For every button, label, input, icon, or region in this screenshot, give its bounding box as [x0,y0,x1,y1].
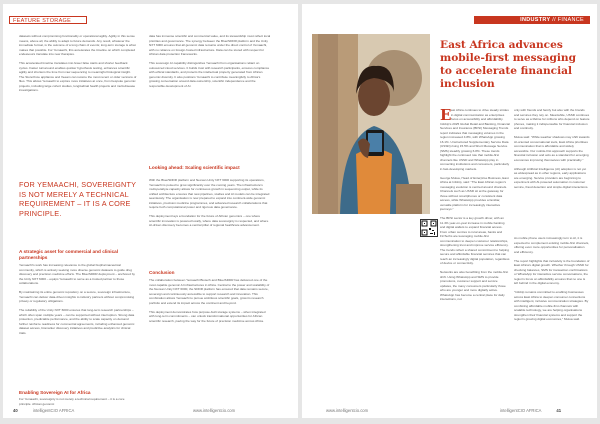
qr-code[interactable] [420,219,438,237]
section-label: FEATURE STORAGE [9,16,87,24]
subheading-strategic-asset: A strategic asset for commercial and clinical partnerships [19,249,119,260]
footer-left [13,408,74,414]
drop-cap: E [440,106,452,124]
article-title: East Africa advances mobile-first messaging to accelerate financial inclusion [440,39,576,90]
drop-cap-space [440,108,451,118]
photo-woman-with-phone [312,34,430,214]
right-page [302,4,597,418]
page-number: 40 [13,408,18,413]
footer-brand: intelligentCIO AFRICA [500,408,542,413]
left-page [3,4,298,418]
qr-code-icon [421,220,437,236]
footer-url: www.intelligentcio.com [326,408,369,413]
subheading-sovereign-ai: Enabling Sovereign AI for Africa [19,390,91,395]
article-text-col2-top: data has immense scientific and commercial value, and its stewardship must reflect local priorities and governance. The synergy between the Blue/SDDR platform and the Unity NXT 6000 ensures that all genomic data remains under the direct control of Yemaachi, with no reliance on foreign-hosted infrastructure. Data can be stored with respect for African data protection frameworks. This sovereign AI capability distinguishes Yemaachi from organisations reliant on outsourced cloud services. It builds trust with research participants, ensures compliance with ethical standards, and protects the intellectual property generated from African genomic diversity. It also positions Yemaachi to contribute meaningfully to Africa's growing conversation around data ownership, scientific independence and the responsible development of AI. [149,34,271,88]
section-label-rest: // FINANCE [550,17,584,23]
article-text-col2: only with friends and family but also with the brands and services they rely on. Meanwhile, USSD continues to serve as a lifeline for millions who depend on feature phones, making it indispensable for financial inclusion and continuity. Mutua said: "While weather shadows may shift towards AI-oriented conversational tools, East Africa prioritises communication that is affordable and widely accessible. Our mobile-first approach supports the financial inclusion and acts as a standard for emerging economies improving themselves with practicality." Although Artificial Intelligence (AI) adoption is not yet as widespread as in other regions, early applications are emerging. Service providers are beginning to experiment with AI-powered automation in customer service, fraud detection and simple digital interactions. [514,108,590,189]
footer-brand: intelligentCIO AFRICA [32,408,75,413]
subheading-scaling: Looking ahead: Scaling scientific impact [149,165,240,170]
photo-illustration [312,34,430,214]
footer-right [500,408,561,414]
pull-quote: FOR YEMAACHI, SOVEREIGNTY IS NOT MERELY A TECHNICAL REQUIREMENT – IT IS A CORE PRINCIPLE. [19,180,137,218]
article-text-col2-bottom: The collaboration between Yemaachi Biotech and Blue/SDDR has delivered one of the most capable genomic AI infrastructures in Africa. Central to the power and scalability of the Nexsan Unity NXT 6000, the SDDR platform has ensured that data remains secure, sovereign and continuously accessible to support research and innovation. This combination allows Yemaachi to pursue ambitious scientific goals, grow its research portfolio and extend its impact across the continent and beyond. This deployment demonstrates how purpose-built storage systems – when integrated with long-term commitments – can unlock transformational opportunities for African scientific research, paving the way for the future of precision medicine across Africa. [149,278,270,323]
article-intro: ast Africa continues to drive steady strides in digital communication as enterprises focus on accessibility and affordability. Infobip's 2025 Global Retail and Banking, Financial Services and Insurance (BFSI) Messaging Trends report indicates that messaging volumes in the region increased 4.8%, with WhatsApp growing 16.1%. Unstructured Supplementary Service Data (USSD) rising 15.5% and Short Message Service (SMS) steadily growing 6.8%. These trends highlight the continued role that mobile-first channels like USSD and WhatsApp play in connecting institutions and consumers, particularly in fast-developing markets. George Mutua, Head of Enterprise Business, East Africa at Infobip, said: "The East African region's messaging evolution is centred around channels. Channels such as USSD sit at the gateway for those without smartphones or consistent data access, while WhatsApp provides a familiar, versatile platform for increasingly interactive journeys." The BFSI sector is a key growth driver, with an 11.4% year-on-year increase in mobile banking and digital wallets to expand financial access. From urban centres to rural areas, banks and FinTechs are leveraging mobile-first communication to deepen customer relationships, strengthening trust and improve service efficiency. The trends reflect a shared commitment to helping secure and affordable financial services that can reach an increasingly digital population, regardless of device or connectivity. Networks are also benefitting from the mobile-first shift. Using WhatsApp and SMS to provide promotions, customer support and service updates, the many consumers particularly those who are younger and more digitally active. WhatsApp has become a central place for daily interactions, not [440,108,510,301]
section-label [474,16,590,24]
article-text-col3: As mobile phone users increasingly turn to AI, it is expected to complement existing mobile-first channels, offering even more opportunities for personalisation and efficiency. The report highlights that inclusivity is the foundation of East Africa's digital growth. Whether through USSD for checking balances, SMS for transaction confirmations or WhatsApp for interactive service conversations, the region's focus on affordability ensures that no one is left behind in the digital economy. "Infobip remains committed to enabling businesses across East Africa to deepen consumer connections with intelligent, inclusive communication strategies. By combining affordable mobile-first channels with scalable technology, we are helping organisations strengthen their financial systems and support the region's growing digital economies," Mutua said. [514,236,590,321]
article-text-col1-bottom: Yemaachi's work has increasing relevance to the global biopharmaceutical community, which is actively seeking more diverse genomic datasets to guide drug discovery and precision medicine efforts. The Blue/SDDR deployment – anchored by the Unity NXT 6000 – equips Yemaachi to serve as a trusted partner to those collaborations. By maintaining its entire genomic repository on a secure, sovereign infrastructure, Yemaachi can deliver data-driven insights to industry partners without compromising privacy or regulatory obligations. The reliability of the Unity NXT 6000 ensures that long-term research partnerships – which often span multiple years – can be supported without interruption. Strong data protection, predictable performance, and the ability to scale capacity on demand further reinforce readiness for commercial agreements, including enhanced genomic dataset access, biomarker discovery initiatives and predictive analytics for clinical trials. [19,263,135,335]
article-text-col1 [440,108,510,406]
article-text-col1-top: datasets without compromising functionality or operational agility. Agility in this sense means, above all, the ability to adapt to future demands. Any result, whatever the immediate format, is the outcome of a long chain of events; long-term storage is what makes that possible. For Yemaachi, this accelerates the timeline on which completed endeavours translate into new therapies. This accelerated timeline translates into fewer false starts and shorter feedback cycles. Faster turnaround enables quicker hypothesis testing, enhances scientific agility and shortens the time from raw sequencing to meaningful biological insight. The StoreOnce appliance and Veeam can restore the most recent or older versions of files. This allows Yemaachi to explore more initiatives at once, from bespoke genomic projects, including large cohort studies, longitudinal health projects and multi-disease investigations. [19,34,137,92]
section-label-strong: INDUSTRY [520,17,551,23]
article-text-col1-tail: For Yemaachi, sovereignty is not merely a technical requirement – it is a core principle. African genomic [19,397,125,406]
article-text-col2-mid: With the Blue/SDDR platform and Nexsan Unity NXT 6000 supporting its operations, Yemaachi is poised to grow significantly over the coming years. The infrastructure's multi-petabyte capacity allows for continuous growth in sequencing output, while its unified architecture ensures that new pipelines, studies and AI models can be integrated seamlessly. The organisation is now prepared to expand into continent-wide genomic initiatives, precision medicine programmes, and advanced research collaborations that require both computational power and rigorous data governance. This deployment lays a foundation for the future of African genomics – one where scientific innovation is powered locally, where data sovereignty is respected, and where AI-driven discovery becomes a central pillar of regional healthcare advancement. [149,178,270,227]
subheading-conclusion: Conclusion [149,270,175,275]
page-number: 41 [556,408,562,413]
footer-url: www.intelligentcio.com [193,408,236,413]
